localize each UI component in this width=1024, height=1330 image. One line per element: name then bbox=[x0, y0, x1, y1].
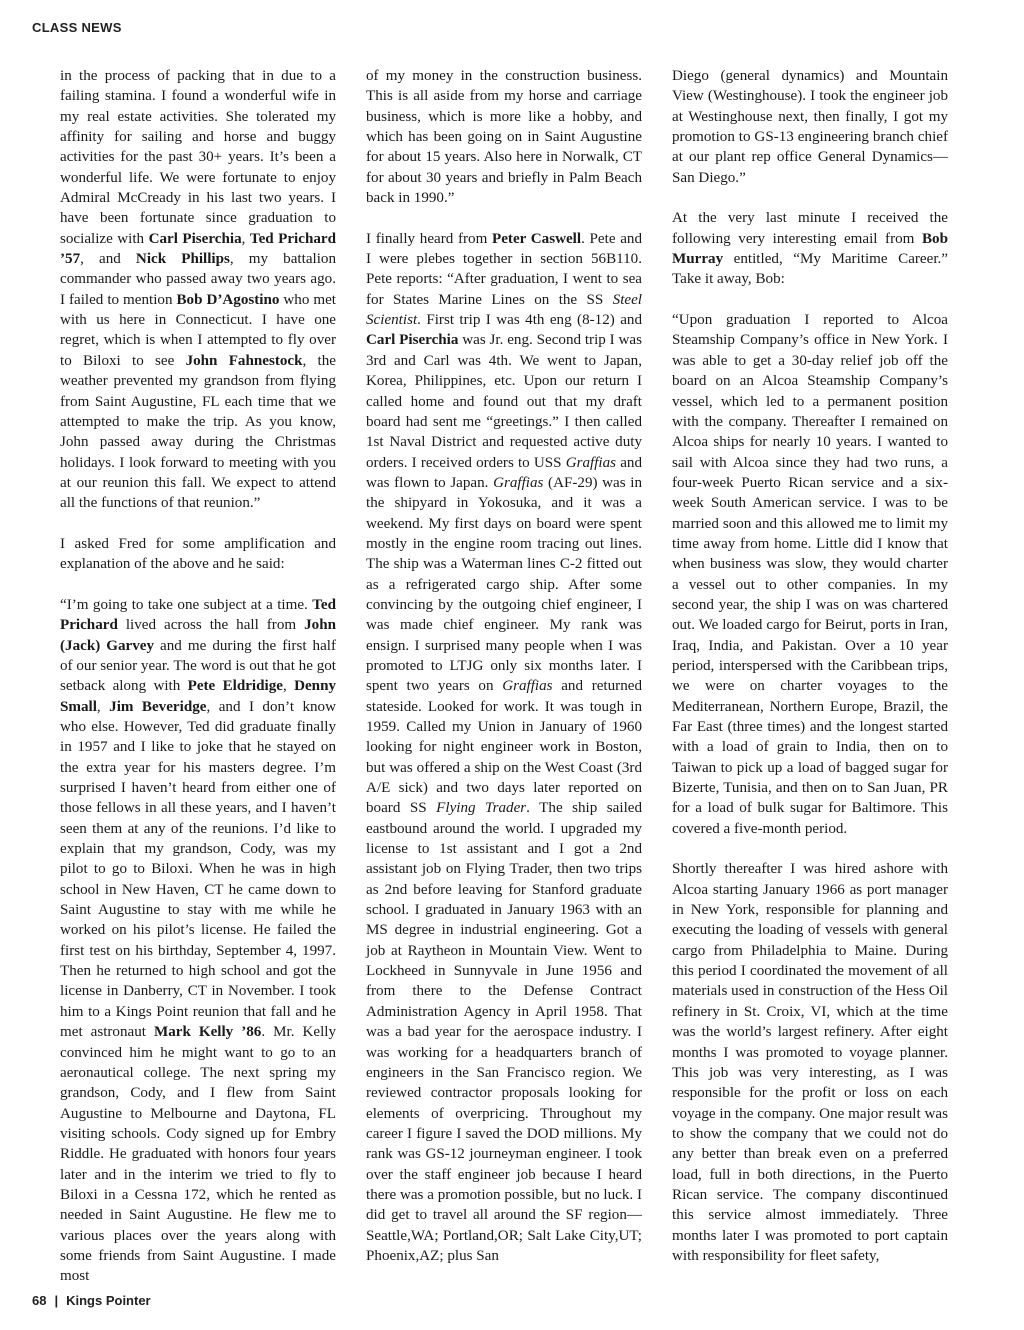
name-highlight: Pete Eldridige bbox=[187, 678, 283, 695]
text-run: in the process of packing that in due to a failing stamina. I found a wonderful wife in my real estate activities. She tolerated my affinity for sailing and horse and buggy activities for the past 30+ years. It’s been a wonderful life. We were fortunate to enjoy Admiral McCready in his last two years. I have been fortunate since graduation to socialize with bbox=[60, 68, 336, 247]
paragraph bbox=[60, 534, 336, 575]
text-run: , bbox=[241, 230, 250, 247]
publication-name: Kings Pointer bbox=[66, 1293, 151, 1308]
name-highlight: Jim Beveridge bbox=[109, 698, 207, 715]
text-run: At the very last minute I received the following very interesting email from bbox=[672, 210, 948, 247]
text-run: who met with us here in Connecticut. I have one regret, which is when I attempted to fly over to Biloxi to see bbox=[60, 291, 336, 369]
text-run: was Jr. eng. Second trip I was 3rd and Carl was 4th. We went to Japan, Korea, Philippines, etc. Upon our return I called home and found out that my draft board had sent me “greetings.” I then called 1st Naval District and requested active duty orders. I received orders to USS bbox=[366, 332, 642, 471]
text-run: , and I don’t know who else. However, Ted did graduate finally in 1957 and I like to joke that he stayed on the extra year for his masters degree. I’m surprised I haven’t heard from either one of those fellows in all these years, and I haven’t seen them at any of the reunions. I’d like to explain that my grandson, Cody, was my pilot to go to Biloxi. When he was in high school in New Haven, CT he came down to Saint Augustine to stay with me while he worked on his pilot’s license. He failed the first test on his birthday, September 4, 1997. Then he returned to high school and got the license in Danberry, CT in November. I took him to a Kings Point reunion that fall and he met astronaut bbox=[60, 698, 337, 1041]
ship-name: Graffias bbox=[493, 474, 544, 491]
text-run: Shortly thereafter I was hired ashore with Alcoa starting January 1966 as port manager in New York, responsible for planning and executing the loading of vessels with general cargo from Philadelphia to Maine. During this period I coordinated the movement of all materials used in construction of the Hess Oil refinery in St. Croix, VI, which at the time was the world’s largest refinery. After eight months I was promoted to voyage planner. This job was very interesting, as I was responsible for the profit or loss on each voyage in the company. One major result was to show the company that we could not do any better than break even on a preferred load, full in both directions, in the Puerto Rican service. The company discontinued this service almost immediately. Three months later I was promoted to port captain with responsibility for fleet safety, bbox=[672, 861, 948, 1264]
text-run: (AF-29) was in the shipyard in Yokosuka, and it was a weekend. My first days on board were spent mostly in the engine room tracing out lines. The ship was a Waterman lines C-2 fitted out as a refrigerated cargo ship. After some convincing by the outgoing chief engineer, I was made chief engineer. My rank was ensign. I surprised many people when I was promoted to LTJG only six months later. I spent two years on bbox=[366, 474, 642, 695]
text-run: Diego (general dynamics) and Mountain View (Westinghouse). I took the engineer job at Westinghouse next, then finally, I got my promotion to GS-13 engineering branch chief at our plant rep office General Dynamics—San Diego.” bbox=[672, 68, 948, 186]
text-run: I asked Fred for some amplification and explanation of the above and he said: bbox=[60, 535, 336, 573]
page-number: 68 bbox=[32, 1293, 47, 1308]
name-highlight: Nick Phillips bbox=[135, 251, 230, 268]
text-run: . Pete and I were plebes together in section 56B110. Pete reports: “After graduation, I went to sea for States Marine Lines on the SS bbox=[366, 230, 642, 308]
name-highlight: Ted Prichard bbox=[60, 596, 336, 634]
name-highlight: Denny Small bbox=[60, 678, 337, 715]
name-highlight: Carl Piserchia bbox=[148, 230, 242, 247]
text-run: and was flown to Japan. bbox=[366, 454, 642, 491]
text-run: “I’m going to take one subject at a time. bbox=[60, 596, 313, 613]
paragraph bbox=[672, 859, 948, 1266]
text-run: I finally heard from bbox=[366, 230, 493, 247]
name-highlight: Bob Murray bbox=[672, 230, 948, 268]
text-run: and me during the first half of our senior year. The word is out that he got setback along with bbox=[60, 637, 336, 695]
footer-separator: | bbox=[54, 1293, 59, 1308]
text-run: and returned stateside. Looked for work. It was tough in 1959. Called my Union in January of 1960 looking for night engineer work in Boston, but was offered a ship on the West Coast (3rd A/E sick) and two days later reported on board SS bbox=[366, 678, 642, 817]
name-highlight: Carl Piserchia bbox=[366, 332, 459, 349]
paragraph bbox=[672, 310, 948, 839]
section-header: CLASS NEWS bbox=[32, 20, 122, 35]
name-highlight: John (Jack) Garvey bbox=[60, 617, 336, 654]
article-column-3 bbox=[672, 66, 948, 1266]
name-highlight: Mark Kelly ’86 bbox=[153, 1024, 262, 1041]
paragraph bbox=[672, 208, 948, 289]
text-run: , bbox=[96, 698, 110, 715]
text-run: “Upon graduation I reported to Alcoa Steamship Company’s office in New York. I was able to get a 30-day relief job off the board on an Alcoa Steamship Company’s vessel, which led to a permanent position with the company. Thereafter I remained on Alcoa ships for nearly 10 years. I wanted to sail with Alcoa since they had two runs, a four-week Puerto Rican service and a six-week South American service. I was to be married soon and this allowed me to limit my time away from home. Little did I know that when business was slow, they would charter a vessel out to other companies. In my second year, the ship I was on was chartered out. We loaded cargo for Beirut, ports in Iran, Iraq, India, and Pakistan. Over a 10 year period, interspersed with the Caribbean trips, we were on charter voyages to the Mediterranean, Northern Europe, Brazil, the Far East (three times) and the longest started with a load of grain to India, then on to Taiwan to pick up a load of bagged sugar for Bizerte, Tunisia, and then on to San Juan, PR for a load of bulk sugar for Baltimore. This covered a five-month period. bbox=[672, 312, 948, 837]
ship-name: Flying Trader bbox=[436, 800, 527, 817]
text-run: , and bbox=[80, 251, 136, 268]
ship-name: Steel Scientist bbox=[366, 291, 642, 329]
article-column-2 bbox=[366, 66, 642, 1266]
ship-name: Graffias bbox=[502, 678, 553, 695]
text-run: . First trip I was 4th eng (8-12) and bbox=[417, 312, 642, 329]
page-footer bbox=[32, 1293, 151, 1308]
text-run: , the weather prevented my grandson from flying from Saint Augustine, FL each time that we attempted to make the trip. As you know, John passed away during the Christmas holidays. I look forward to meeting with you at our reunion this fall. We expect to attend all the functions of that reunion.” bbox=[60, 352, 336, 512]
text-run: . Mr. Kelly convinced him he might want to go to an aeronautical college. The next spring my grandson, Cody, and I flew from Saint Augustine to Melbourne and Daytona, FL visiting schools. Cody signed up for Embry Riddle. He graduated with honors four years later and in the interim we tried to fly to Biloxi in a Cessna 172, which he rented as needed in Saint Augustine. He flew me to various places over the years along with some friends from Saint Augustine. I made most bbox=[60, 1024, 337, 1285]
paragraph bbox=[366, 229, 642, 1267]
text-run: of my money in the construction business. This is all aside from my horse and carriage business, which is more like a hobby, and which has been going on in Saint Augustine for about 15 years. Also here in Norwalk, CT for about 30 years and briefly in Palm Beach back in 1990.” bbox=[366, 68, 642, 207]
text-run: , bbox=[282, 678, 295, 695]
text-run: . The ship sailed eastbound around the world. I upgraded my license to 1st assistant and I got a 2nd assistant job on Flying Trader, then two trips as 2nd before leaving for Stanford graduate school. I graduated in January 1963 with an MS degree in industrial engineering. Got a job at Raytheon in Mountain View. Went to Lockheed in Sunnyvale in June 1956 and from there to the Defense Contract Administration Agency in April 1958. That was a bad year for the aerospace industry. I was working for a headquarters branch of engineers in the San Francisco region. We reviewed contractor proposals looking for elements of overpricing. Throughout my career I figure I saved the DOD millions. My rank was GS-12 journeyman engineer. I took over the staff engineer job because I heard there was a promotion possible, but no luck. I did get to travel all around the SF region—Seattle,WA; Portland,OR; Salt Lake City,UT; Phoenix,AZ; plus San bbox=[366, 800, 643, 1264]
text-run: lived across the hall from bbox=[117, 617, 305, 634]
name-highlight: John Fahnestock bbox=[185, 352, 303, 369]
paragraph bbox=[60, 66, 336, 514]
name-highlight: Bob D’Agostino bbox=[176, 291, 280, 308]
paragraph bbox=[366, 66, 642, 208]
paragraph bbox=[672, 66, 948, 188]
text-run: entitled, “My Maritime Career.” Take it away, Bob: bbox=[672, 251, 948, 288]
name-highlight: Ted Prichard ’57 bbox=[60, 230, 336, 268]
article-column-1 bbox=[60, 66, 336, 1287]
text-run: , my battalion commander who passed away two years ago. I failed to mention bbox=[60, 251, 336, 308]
name-highlight: Peter Caswell bbox=[492, 230, 582, 247]
paragraph bbox=[60, 595, 336, 1287]
ship-name: Graffias bbox=[565, 454, 617, 471]
